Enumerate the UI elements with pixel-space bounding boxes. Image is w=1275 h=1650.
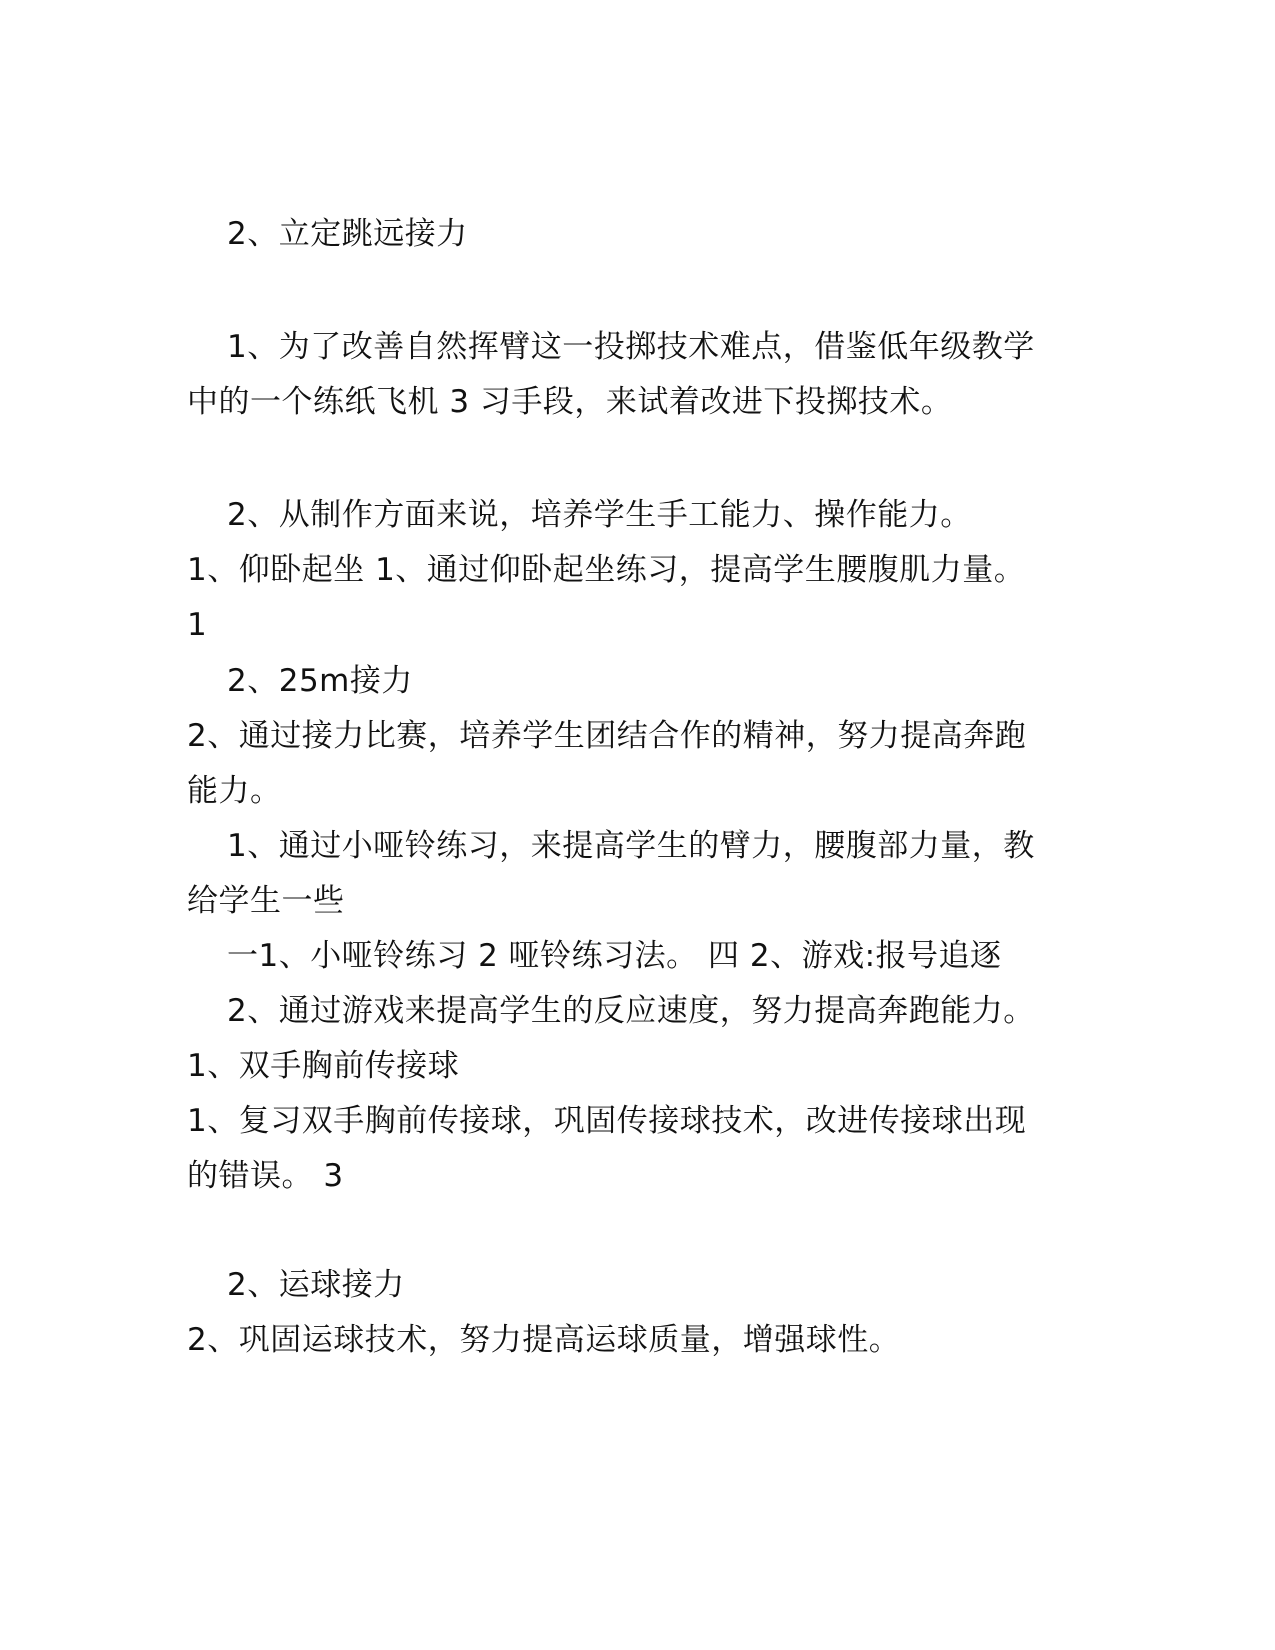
text-line-3: 中的一个练纸飞机 3 习手段，来试着改进下投掷技术。 <box>187 384 953 420</box>
text-line-7: 2、25m接力 <box>227 663 413 699</box>
text-line-17: 2、运球接力 <box>227 1267 405 1303</box>
text-line-8: 2、通过接力比赛，培养学生团结合作的精神，努力提高奔跑 <box>187 718 1027 754</box>
text-line-10: 1、通过小哑铃练习，来提高学生的臂力，腰腹部力量，教 <box>227 828 1035 864</box>
text-line-13: 2、通过游戏来提高学生的反应速度，努力提高奔跑能力。 <box>227 993 1035 1029</box>
text-line-15: 1、复习双手胸前传接球，巩固传接球技术，改进传接球出现 <box>187 1103 1027 1139</box>
text-line-4: 2、从制作方面来说，培养学生手工能力、操作能力。 <box>227 497 972 533</box>
text-line-12: 一1、小哑铃练习 2 哑铃练习法。 四 2、游戏:报号追逐 <box>227 938 1002 974</box>
text-line-5: 1、仰卧起坐 1、通过仰卧起坐练习，提高学生腰腹肌力量。 <box>187 552 1026 588</box>
text-line-18: 2、巩固运球技术，努力提高运球质量，增强球性。 <box>187 1322 901 1358</box>
text-line-1: 2、立定跳远接力 <box>227 216 468 252</box>
text-line-2: 1、为了改善自然挥臂这一投掷技术难点，借鉴低年级教学 <box>227 329 1035 365</box>
text-line-11: 给学生一些 <box>187 883 345 919</box>
text-line-9: 能力。 <box>187 773 282 809</box>
text-line-16: 的错误。 3 <box>187 1158 344 1194</box>
text-line-14: 1、双手胸前传接球 <box>187 1048 460 1084</box>
text-line-6: 1 <box>187 607 208 643</box>
